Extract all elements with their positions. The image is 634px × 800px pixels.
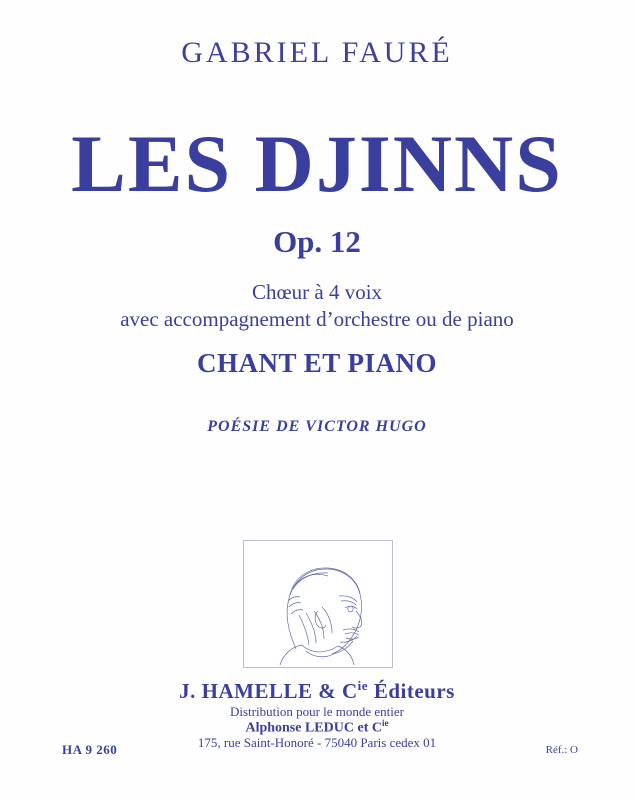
publisher-address: 175, rue Saint-Honoré - 75040 Paris cedex 01 (197, 735, 437, 750)
distributor-name (0, 718, 634, 737)
publisher-name-part2: Éditeurs (368, 679, 455, 703)
publisher-name-superscript: ie (357, 678, 369, 693)
distributor-name-superscript: ie (381, 718, 389, 728)
catalog-number: HA 9 260 (62, 742, 118, 757)
publisher-name (0, 678, 634, 704)
distributor-name-part1: Alphonse LEDUC et C (245, 720, 382, 736)
poet-credit: POÉSIE DE VICTOR HUGO (207, 418, 427, 435)
opus-number: Op. 12 (273, 224, 361, 259)
composer-portrait-engraving (243, 540, 393, 668)
arrangement-label: CHANT ET PIANO (196, 348, 438, 378)
reference-code: Réf.: O (545, 744, 578, 756)
distribution-line: Distribution pour le monde entier (229, 704, 405, 719)
publisher-name-part1: J. HAMELLE & C (179, 679, 358, 703)
composer-name: GABRIEL FAURÉ (181, 36, 453, 69)
subtitle-accompaniment: avec accompagnement d’orchestre ou de piano (120, 307, 514, 331)
work-title: LES DJINNS (71, 118, 563, 209)
subtitle-voicing: Chœur à 4 voix (251, 280, 383, 304)
